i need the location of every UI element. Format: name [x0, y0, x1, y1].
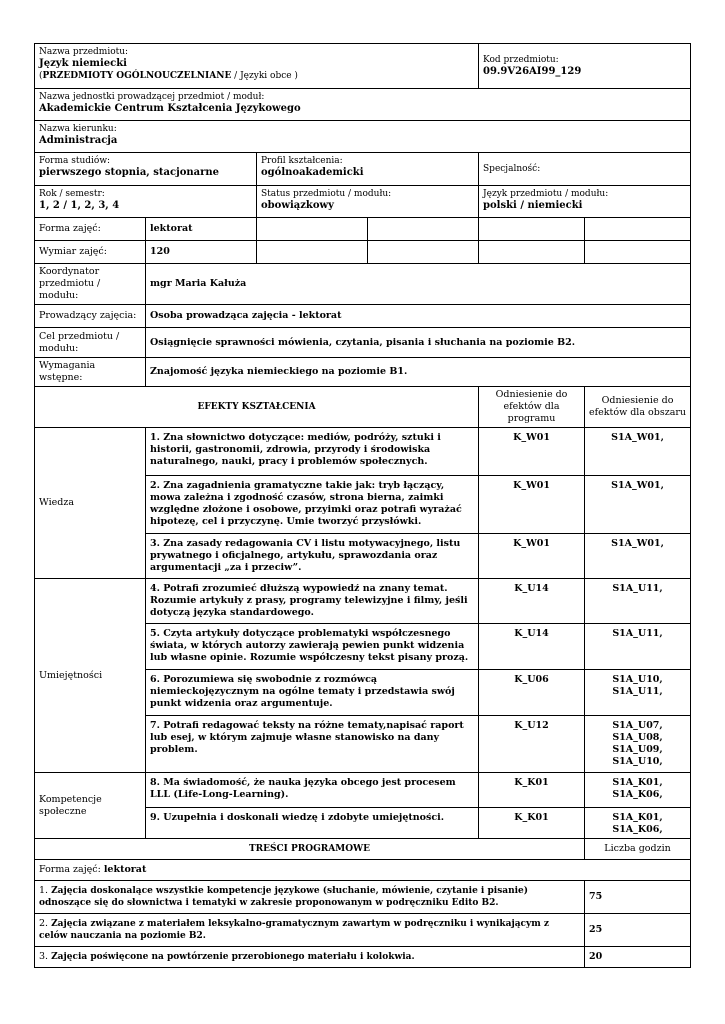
program-row: 2. Zajęcia związane z materiałem leksykalno-gramatycznym zawartym w podręczniku i wynikającym z celów nauczania na poziomie B2.: [35, 914, 585, 947]
year-semester-value: 1, 2 / 1, 2, 3, 4: [39, 200, 120, 211]
status-value: obowiązkowy: [261, 200, 334, 211]
program-form-row: [35, 860, 691, 881]
specialty-cell: [479, 153, 691, 186]
program-form-label: Forma zajęć:: [39, 864, 101, 875]
requirements-label: Wymagania wstępne:: [35, 358, 146, 387]
direction-value: Administracja: [39, 135, 118, 146]
profile-cell: [257, 153, 479, 186]
effect-area-code: S1A_U11,: [585, 579, 691, 624]
class-form-value: lektorat: [146, 218, 257, 241]
hours-value: 120: [146, 241, 257, 264]
instructor-value: Osoba prowadząca zajęcia - lektorat: [146, 305, 691, 328]
program-row-hours: 20: [585, 947, 691, 968]
instructor-label: Prowadzący zajęcia:: [35, 305, 146, 328]
unit-cell: [35, 89, 691, 121]
effect-text: 3. Zna zasady redagowania CV i listu motywacyjnego, listu prywatnego i oficjalnego, artykułu, sprawozdania oraz argumentacji „za i przeciw”.: [146, 534, 479, 579]
effect-program-code: K_U06: [479, 670, 585, 716]
effects-area-header: Odniesienie do efektów dla obszaru: [585, 387, 691, 428]
code-cell: [479, 44, 691, 89]
profile-label: Profil kształcenia:: [261, 156, 343, 166]
code-value: 09.9V26AI99_129: [483, 66, 582, 77]
study-form-value: pierwszego stopnia, stacjonarne: [39, 167, 220, 178]
code-label: Kod przedmiotu:: [483, 55, 559, 65]
program-hours-header: Liczba godzin: [585, 839, 691, 860]
effect-program-code: K_W01: [479, 476, 585, 534]
program-form-value: lektorat: [103, 864, 147, 875]
language-cell: [479, 186, 691, 218]
program-title: TREŚCI PROGRAMOWE: [35, 839, 585, 860]
effect-text: 9. Uzupełnia i doskonali wiedzę i zdobyte umiejętności.: [146, 808, 479, 839]
requirements-value: Znajomość języka niemieckiego na poziomie B1.: [146, 358, 691, 387]
effect-text: 6. Porozumiewa się swobodnie z rozmówcą niemieckojęzycznym na ogólne tematy i przedstawia swój punkt widzenia oraz argumentuje.: [146, 670, 479, 716]
empty-cell: [479, 218, 585, 241]
category-knowledge: Wiedza: [35, 428, 146, 579]
study-form-label: Forma studiów:: [39, 156, 111, 166]
empty-cell: [585, 218, 691, 241]
status-cell: [257, 186, 479, 218]
effect-text: 5. Czyta artykuły dotyczące problematyki współczesnego świata, w których autorzy zawierają pewien punkt widzenia lub własne opinie. Rozumie współczesny tekst pisany prozą.: [146, 624, 479, 670]
empty-cell: [585, 241, 691, 264]
program-row-hours: 75: [585, 881, 691, 914]
goal-label: Cel przedmiotu / modułu:: [35, 328, 146, 358]
goal-value: Osiągnięcie sprawności mówienia, czytania, pisania i słuchania na poziomie B2.: [146, 328, 691, 358]
effects-program-header: Odniesienie do efektów dla programu: [479, 387, 585, 428]
category-social-competences: Kompetencje społeczne: [35, 773, 146, 839]
language-label: Język przedmiotu / modułu:: [483, 189, 609, 199]
coordinator-label: Koordynator przedmiotu / modułu:: [35, 264, 146, 305]
profile-value: ogólnoakademicki: [261, 167, 364, 178]
year-semester-label: Rok / semestr:: [39, 189, 105, 199]
empty-cell: [257, 241, 368, 264]
effect-program-code: K_K01: [479, 808, 585, 839]
effect-area-code: S1A_W01,: [585, 428, 691, 476]
empty-cell: [257, 218, 368, 241]
effect-text: 1. Zna słownictwo dotyczące: mediów, podróży, sztuki i historii, gastronomii, zdrowia, przyrody i środowiska naturalnego, nauki, pracy i problemów społecznych.: [146, 428, 479, 476]
program-row: 1. Zajęcia doskonalące wszystkie kompetencje językowe (słuchanie, mówienie, czytanie i pisanie) odnoszące się do słownictwa i tematyki w zakresie proponowanym w podręczniku Edito B2.: [35, 881, 585, 914]
effect-text: 4. Potrafi zrozumieć dłuższą wypowiedź na znany temat. Rozumie artykuły z prasy, programy telewizyjne i filmy, jeśli dotyczą języka standardowego.: [146, 579, 479, 624]
subject-label: Nazwa przedmiotu:: [39, 47, 129, 57]
program-row: 3. Zajęcia poświęcone na powtórzenie przerobionego materiału i kolokwia.: [35, 947, 585, 968]
effect-area-code: S1A_K01, S1A_K06,: [585, 808, 691, 839]
empty-cell: [368, 241, 479, 264]
subject-name: Język niemiecki: [39, 58, 127, 69]
effect-program-code: K_W01: [479, 428, 585, 476]
category-skills: Umiejętności: [35, 579, 146, 773]
effect-program-code: K_U14: [479, 579, 585, 624]
effect-area-code: S1A_U10, S1A_U11,: [585, 670, 691, 716]
class-form-label: Forma zajęć:: [35, 218, 146, 241]
subject-group: (PRZEDMIOTY OGÓLNOUCZELNIANE / Języki obce ): [39, 71, 298, 81]
program-row-hours: 25: [585, 914, 691, 947]
effect-program-code: K_U12: [479, 716, 585, 773]
subject-cell: [35, 44, 479, 89]
effect-area-code: S1A_W01,: [585, 534, 691, 579]
year-semester-cell: [35, 186, 257, 218]
effect-text: 7. Potrafi redagować teksty na różne tematy,napisać raport lub esej, w którym zajmuje własne stanowisko na dany problem.: [146, 716, 479, 773]
effect-area-code: S1A_U11,: [585, 624, 691, 670]
effect-text: 2. Zna zagadnienia gramatyczne takie jak: tryb łączący, mowa zależna i zgodność czasów, strona bierna, zaimki względne złożone i osobowe, przyimki oraz potrafi wyrażać hipotezę, cel i przyczynę. Umie tworzyć przysłówki.: [146, 476, 479, 534]
direction-label: Nazwa kierunku:: [39, 124, 117, 134]
effect-text: 8. Ma świadomość, że nauka języka obcego jest procesem LLL (Life-Long-Learning).: [146, 773, 479, 808]
unit-value: Akademickie Centrum Kształcenia Językowego: [39, 103, 301, 114]
effect-program-code: K_W01: [479, 534, 585, 579]
language-value: polski / niemiecki: [483, 200, 583, 211]
empty-cell: [479, 241, 585, 264]
course-card-table: [34, 43, 691, 968]
coordinator-value: mgr Maria Kałuża: [146, 264, 691, 305]
hours-label: Wymiar zajęć:: [35, 241, 146, 264]
effect-area-code: S1A_K01, S1A_K06,: [585, 773, 691, 808]
effect-program-code: K_K01: [479, 773, 585, 808]
status-label: Status przedmiotu / modułu:: [261, 189, 392, 199]
direction-cell: [35, 121, 691, 153]
specialty-label: Specjalność:: [483, 164, 541, 174]
unit-label: Nazwa jednostki prowadzącej przedmiot / moduł:: [39, 92, 265, 102]
effect-area-code: S1A_W01,: [585, 476, 691, 534]
effect-program-code: K_U14: [479, 624, 585, 670]
effects-title: EFEKTY KSZTAŁCENIA: [35, 387, 479, 428]
effect-area-code: S1A_U07, S1A_U08, S1A_U09, S1A_U10,: [585, 716, 691, 773]
empty-cell: [368, 218, 479, 241]
study-form-cell: [35, 153, 257, 186]
